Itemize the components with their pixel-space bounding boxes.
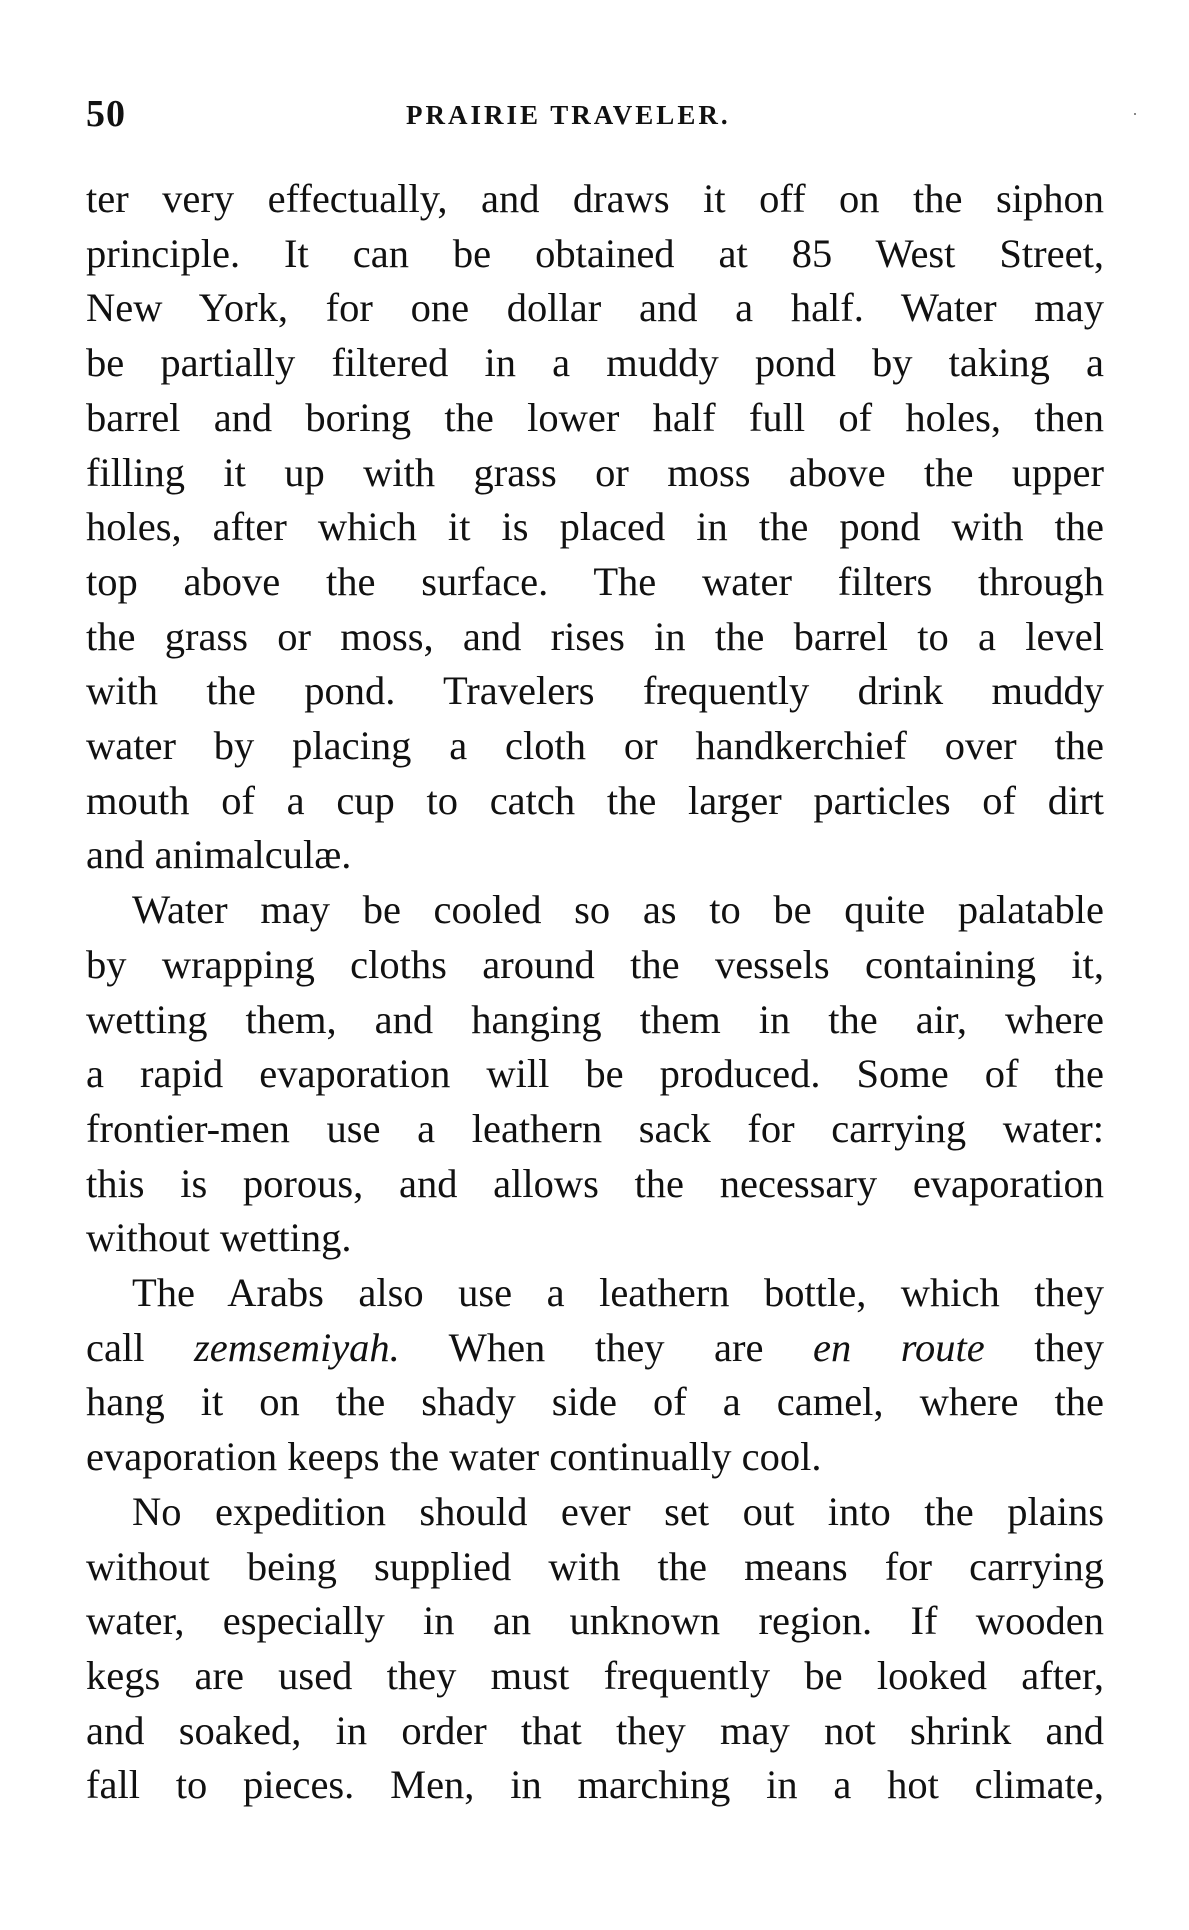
text-line: with the pond. Travelers frequently drink muddy [86, 668, 1104, 714]
text-line: mouth of a cup to catch the larger particles of dirt [86, 777, 1104, 823]
text-line: The Arabs also use a leathern bottle, which they [132, 1270, 1104, 1316]
text-line: fall to pieces. Men, in marching in a hot climate, [86, 1762, 1104, 1808]
text-segment: When they are [399, 1324, 814, 1370]
text-line: barrel and boring the lower half full of holes, then [86, 394, 1104, 440]
print-speck [1134, 113, 1136, 115]
text-line: principle. It can be obtained at 85 West Street, [86, 230, 1104, 276]
text-line: top above the surface. The water filters through [86, 558, 1104, 604]
body-text [86, 172, 1104, 1813]
text-line: Water may be cooled so as to be quite palatable [132, 887, 1104, 933]
text-line: be partially filtered in a muddy pond by taking a [86, 340, 1104, 386]
book-page [86, 92, 1104, 1813]
text-line: this is porous, and allows the necessary evaporation [86, 1160, 1104, 1206]
text-line: without being supplied with the means for carrying [86, 1543, 1104, 1589]
text-segment: call [86, 1324, 194, 1370]
text-line [86, 1321, 1104, 1376]
text-line: water, especially in an unknown region. If wooden [86, 1598, 1104, 1644]
text-line: without wetting. [86, 1215, 352, 1261]
paragraph-3 [86, 1266, 1104, 1485]
paragraph-1 [86, 172, 1104, 883]
text-line: No expedition should ever set out into the plains [132, 1488, 1104, 1534]
running-head [86, 92, 1104, 146]
page-number: 50 [86, 93, 126, 135]
italic-term: en route [813, 1324, 985, 1370]
text-line: and animalculæ. [86, 832, 352, 878]
text-line: ter very effectually, and draws it off on the siphon [86, 176, 1104, 221]
text-line: water by placing a cloth or handkerchief over the [86, 723, 1104, 769]
text-line: New York, for one dollar and a half. Water may [86, 285, 1104, 331]
text-line: holes, after which it is placed in the pond with the [86, 504, 1104, 550]
running-title: PRAIRIE TRAVELER. [406, 100, 731, 130]
text-segment: they [984, 1324, 1104, 1370]
text-line: and soaked, in order that they may not shrink and [86, 1707, 1104, 1753]
paragraph-4 [86, 1485, 1104, 1813]
text-line: wetting them, and hanging them in the air, where [86, 996, 1104, 1042]
text-line: hang it on the shady side of a camel, where the [86, 1379, 1104, 1425]
text-line: by wrapping cloths around the vessels containing it, [86, 941, 1104, 987]
text-line: evaporation keeps the water continually cool. [86, 1434, 822, 1480]
text-line: frontier-men use a leathern sack for carrying water: [86, 1105, 1104, 1151]
text-line: filling it up with grass or moss above the upper [86, 449, 1104, 495]
text-line: a rapid evaporation will be produced. Some of the [86, 1051, 1104, 1097]
paragraph-2 [86, 883, 1104, 1266]
italic-term: zemsemiyah. [193, 1324, 400, 1370]
text-line: the grass or moss, and rises in the barrel to a level [86, 613, 1104, 659]
text-line: kegs are used they must frequently be looked after, [86, 1652, 1104, 1698]
